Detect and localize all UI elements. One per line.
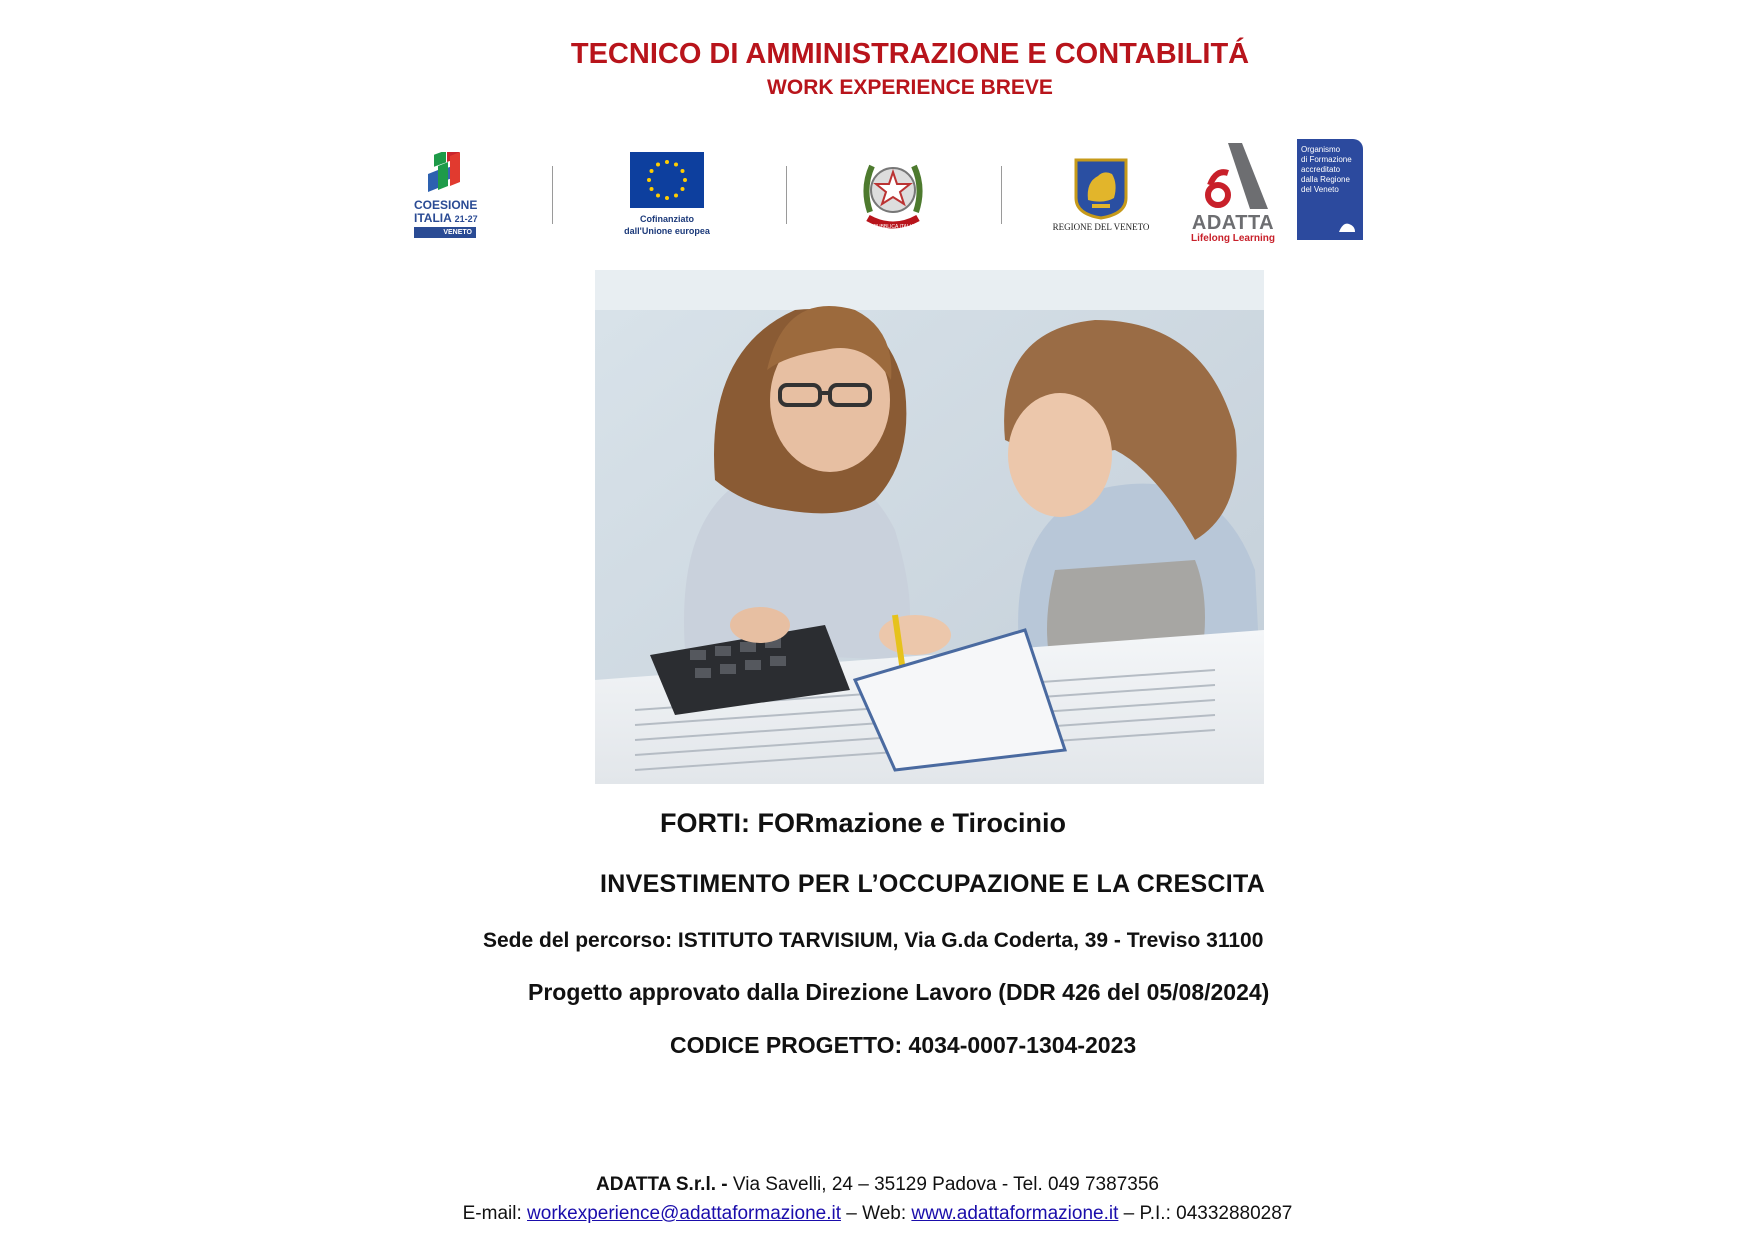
organismo-line2: di Formazione	[1301, 155, 1352, 164]
footer-address: Via Savelli, 24 – 35129 Padova - Tel. 049 7387356	[727, 1174, 1159, 1195]
footer-company: ADATTA S.r.l. -	[596, 1174, 728, 1195]
project-code: CODICE PROGETTO: 4034-0007-1304-2023	[670, 1032, 1137, 1058]
coesione-text	[414, 199, 478, 226]
coesione-years: 21-27	[454, 214, 478, 224]
course-location: Sede del percorso: ISTITUTO TARVISIUM, Via G.da Coderta, 39 - Treviso 31100	[483, 929, 1264, 952]
footer-contact-line	[0, 1203, 1755, 1225]
logo-separator	[786, 166, 787, 224]
document-subtitle: WORK EXPERIENCE BREVE	[767, 76, 1053, 99]
vat-number: – P.I.: 04332880287	[1118, 1203, 1293, 1224]
eu-caption	[612, 213, 722, 237]
repubblica-ring-text: REPUBBLICA ITALIANA	[866, 224, 922, 230]
lion-icon	[1337, 220, 1357, 234]
adatta-tagline: Lifelong Learning	[1191, 233, 1275, 244]
coesione-line1: COESIONE	[414, 198, 478, 212]
eu-line1: Cofinanziato	[640, 214, 694, 224]
regione-veneto-logo	[1074, 158, 1128, 220]
coesione-line2: ITALIA	[414, 211, 452, 225]
project-approval: Progetto approvato dalla Direzione Lavoro (DDR 426 del 05/08/2024)	[528, 979, 1270, 1005]
organismo-line1: Organismo	[1301, 145, 1341, 154]
coesione-region-bar: VENETO	[414, 227, 476, 238]
adatta-logo	[1188, 139, 1284, 213]
email-label: E-mail:	[462, 1203, 528, 1224]
email-link[interactable]: workexperience@adattaformazione.it	[527, 1203, 841, 1224]
organismo-line5: del Veneto	[1301, 185, 1339, 194]
organismo-line3: accreditato	[1301, 165, 1341, 174]
logo-separator	[552, 166, 553, 224]
organismo-formazione-badge	[1297, 139, 1363, 240]
regione-caption: REGIONE DEL VENETO	[1052, 222, 1150, 232]
document-title: TECNICO DI AMMINISTRAZIONE E CONTABILITÁ	[570, 38, 1250, 70]
eu-line2: dall'Unione europea	[624, 226, 710, 236]
program-name: FORTI: FORmazione e Tirocinio	[660, 808, 1067, 838]
web-label: – Web:	[840, 1203, 912, 1224]
investment-heading: INVESTIMENTO PER L’OCCUPAZIONE E LA CRESCITA	[600, 870, 1266, 898]
hero-photo	[595, 270, 1264, 784]
adatta-name: ADATTA	[1191, 212, 1275, 234]
footer-address-line	[0, 1174, 1755, 1196]
logo-separator	[1001, 166, 1002, 224]
repubblica-italiana-emblem	[860, 152, 926, 234]
organismo-line4: dalla Regione	[1301, 175, 1350, 184]
eu-flag-logo	[630, 152, 704, 208]
website-link[interactable]: www.adattaformazione.it	[911, 1203, 1119, 1224]
